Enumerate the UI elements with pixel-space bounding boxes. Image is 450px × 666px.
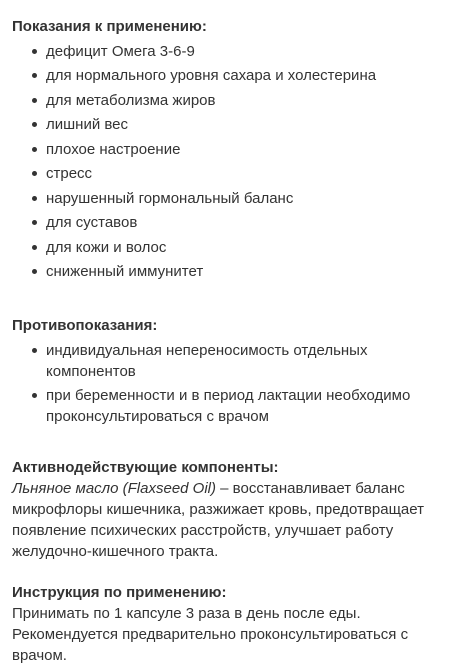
instructions-text: Принимать по 1 капсуле 3 раза в день после еды. Рекомендуется предварительно проконсультироваться с врачом. xyxy=(12,605,409,664)
bullet-icon xyxy=(32,196,37,201)
list-item-text: сниженный иммунитет xyxy=(46,263,204,280)
list-item xyxy=(12,114,438,135)
bullet-icon xyxy=(32,147,37,152)
list-item xyxy=(12,237,438,258)
ingredient-description: – восстанавливает баланс микрофлоры кишечника, разжижает кровь, предотвращает появление психических расстройств, улучшает работу желудочно-кишечного тракта. xyxy=(12,480,424,560)
list-item xyxy=(12,163,438,184)
list-item xyxy=(12,385,438,427)
list-item-text: для нормального уровня сахара и холестерина xyxy=(46,67,377,84)
bullet-icon xyxy=(32,73,37,78)
bullet-icon xyxy=(32,171,37,176)
list-item xyxy=(12,41,438,62)
list-item xyxy=(12,65,438,86)
indications-heading: Показания к применению: xyxy=(12,18,207,35)
list-item-text: дефицит Омега 3-6-9 xyxy=(46,42,195,60)
contraindications-heading: Противопоказания: xyxy=(12,317,158,334)
list-item-text: плохое настроение xyxy=(46,140,181,158)
indications-list xyxy=(12,41,438,283)
contraindications-list xyxy=(12,340,438,428)
indications-section xyxy=(12,16,438,282)
bullet-icon xyxy=(32,49,37,54)
list-item-text: для кожи и волос xyxy=(46,238,167,256)
list-item xyxy=(12,188,438,209)
list-item-text: индивидуальная непереносимость отдельных компонентов xyxy=(46,341,368,380)
bullet-icon xyxy=(32,98,37,103)
list-item xyxy=(12,90,438,111)
active-components-heading: Активнодействующие компоненты: xyxy=(12,459,279,476)
list-item-text: для метаболизма жиров xyxy=(46,91,216,109)
list-item xyxy=(12,340,438,382)
list-item xyxy=(12,212,438,233)
bullet-icon xyxy=(32,220,37,225)
list-item-text: стресс xyxy=(46,165,93,182)
list-item-text: нарушенный гормональный баланс xyxy=(46,189,294,207)
instructions-heading: Инструкция по применению: xyxy=(12,584,227,601)
bullet-icon xyxy=(32,393,37,398)
ingredient-name: Льняное масло (Flaxseed Oil) xyxy=(12,480,216,497)
list-item xyxy=(12,261,438,282)
list-item-text: лишний вес xyxy=(46,116,129,133)
bullet-icon xyxy=(32,269,37,274)
list-item-text: при беременности и в период лактации необходимо проконсультироваться с врачом xyxy=(46,387,411,425)
list-item-text: для суставов xyxy=(46,214,138,231)
active-components-section xyxy=(12,457,438,562)
bullet-icon xyxy=(32,245,37,250)
bullet-icon xyxy=(32,122,37,127)
instructions-section xyxy=(12,582,438,666)
active-components-text xyxy=(12,478,438,562)
list-item xyxy=(12,139,438,160)
bullet-icon xyxy=(32,348,37,353)
contraindications-section xyxy=(12,315,438,427)
